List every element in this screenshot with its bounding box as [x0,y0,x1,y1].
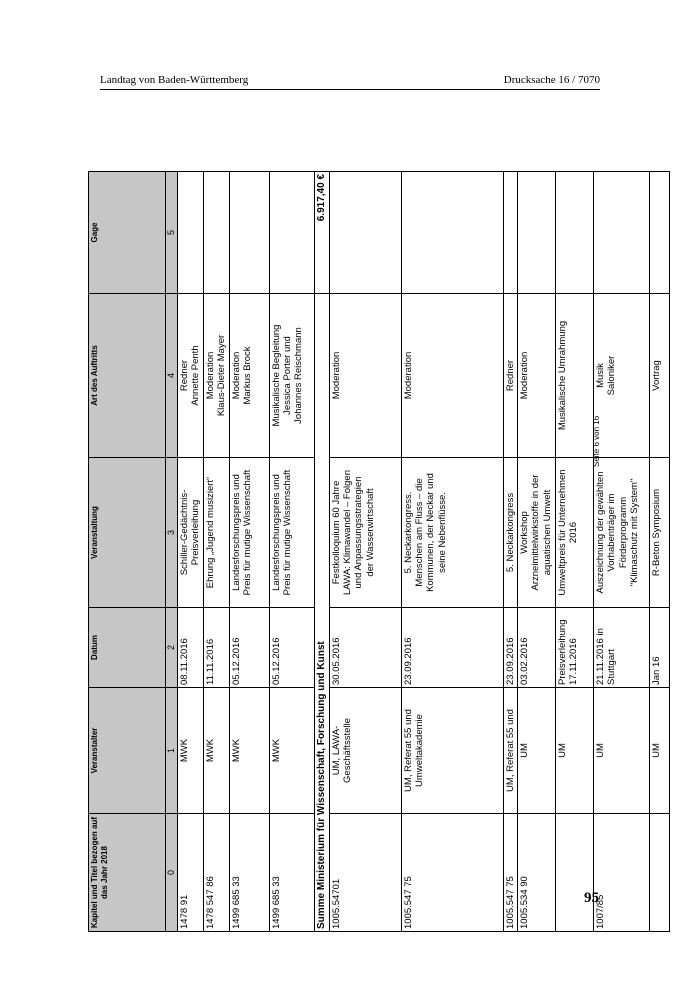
table-cell: 1007/85 [593,814,649,932]
performance-table [88,171,670,932]
table-row [178,172,204,932]
col-number: 3 [166,458,178,608]
col-number: 5 [166,172,178,294]
table-cell: Landesforschungspreis und Preis für mutige Wissenschaft [229,458,269,608]
summary-row [314,172,329,932]
table-cell: 23.09.2016 [401,608,503,688]
table-cell [555,814,593,932]
table-row [555,172,593,932]
summary-value: 6.917,40 € [314,172,329,294]
table-cell: Schiller-Gedächtnis- Preisverleihung [178,458,204,608]
table-cell: 11.11.2016 [203,608,229,688]
table-cell: UM, LAWA- Geschäftsstelle [329,688,401,814]
table-cell [649,172,669,294]
table-cell: Redner Annette Penth [178,294,204,458]
table-cell [269,172,314,294]
col-header-datum: Datum [89,608,166,688]
summary-label: Summe Ministerium für Wissenschaft, Forschung und Kunst [314,294,329,932]
col-number: 2 [166,608,178,688]
table-cell: UM, Referat 55 und [503,688,517,814]
header-row [89,172,166,932]
table-cell: 08.11.2016 [178,608,204,688]
table-cell: Ehrung „Jugend musiziert“ [203,458,229,608]
table-cell: Musik Saloniker [593,294,649,458]
table-cell: UM [517,688,555,814]
table-cell: MWK [203,688,229,814]
column-number-row [166,172,178,932]
table-cell: 1478 547 86 [203,814,229,932]
table-cell: MWK [178,688,204,814]
table-cell: Festkolloquium 60 Jahre LAWA: Klimawandel – Folgen und Anpassungsstrategien der Wasserwirtschaft [329,458,401,608]
table-cell: 1005.547 75 [503,814,517,932]
table-cell: 1478 91 [178,814,204,932]
table-cell: 05.12.2016 [229,608,269,688]
table-cell: Vortrag [649,294,669,458]
table-cell: Moderation Markus Brock [229,294,269,458]
table-cell [329,172,401,294]
table-cell: 1499 685 33 [229,814,269,932]
table-cell: 05.12.2016 [269,608,314,688]
table-cell: 5. Neckarkongress [503,458,517,608]
table-cell: UM [555,688,593,814]
table-cell: UM [593,688,649,814]
col-header-art: Art des Auftritts [89,294,166,458]
table-cell: Redner [503,294,517,458]
table-cell: 1005.534 90 [517,814,555,932]
col-number: 4 [166,294,178,458]
col-header-kapitel: Kapitel und Titel bezogen auf das Jahr 2018 [89,814,166,932]
table-cell: Musikalische Umrahmung [555,294,593,458]
table-cell [503,172,517,294]
table-cell: Moderation Klaus-Dieter Mayer [203,294,229,458]
table-cell [555,172,593,294]
table-cell: UM, Referat 55 und Umweltakademie [401,688,503,814]
table-cell: R-Beton Symposium [649,458,669,608]
page-footer: Seite 6 von 16 [592,415,601,467]
table-cell: Auszeichnung der gewählten Vorhabenträger im Förderprogramm "Klimaschutz mit System" [593,458,649,608]
table-row [593,172,649,932]
table-cell: 21.11.2016 in Stuttgart [593,608,649,688]
table-row [503,172,517,932]
table-row [517,172,555,932]
table-cell: Moderation [517,294,555,458]
table-row [329,172,401,932]
header-rule [100,89,600,90]
table-cell: 1005.54701 [329,814,401,932]
header-right: Drucksache 16 / 7070 [503,74,600,86]
table-cell [649,814,669,932]
col-header-veranstalter: Veranstalter [89,688,166,814]
table-cell: Jan 16 [649,608,669,688]
table-cell: Workshop Arzneimittelwirkstoffe in der aquatischen Umwelt [517,458,555,608]
table-cell: Musikalische Begleitung Jessica Porter und Johannes Reischmann [269,294,314,458]
table-row [401,172,503,932]
table-row [649,172,669,932]
col-number: 0 [166,814,178,932]
table-row [269,172,314,932]
table-cell [593,172,649,294]
table-cell: 03.02.2016 [517,608,555,688]
table-cell: MWK [269,688,314,814]
col-number: 1 [166,688,178,814]
table-cell: 1499 685 33 [269,814,314,932]
col-header-veranstaltung: Veranstaltung [89,458,166,608]
table-cell [517,172,555,294]
table-cell: Moderation [329,294,401,458]
table-cell [203,172,229,294]
table-cell [178,172,204,294]
table-cell: UM [649,688,669,814]
table-cell: Landesforschungspreis und Preis für mutige Wissenschaft [269,458,314,608]
table-cell [401,172,503,294]
col-header-gage: Gage [89,172,166,294]
table-cell: 30.05.2016 [329,608,401,688]
page-number: 95 [584,890,599,906]
table-row [203,172,229,932]
table-cell: 5. Neckarkongress. Menschen am Fluss – die Kommunen, der Neckar und seine Nebenflüsse. [401,458,503,608]
table-cell: MWK [229,688,269,814]
table-cell: Preisverleihung 17.11.2016 [555,608,593,688]
table-row [229,172,269,932]
table-cell [229,172,269,294]
table-cell: Umweltpreis für Unternehmen 2016 [555,458,593,608]
table-cell: 23.09.2016 [503,608,517,688]
header-left: Landtag von Baden-Württemberg [100,74,249,86]
table-cell: Moderation [401,294,503,458]
table-cell: 1005.547 75 [401,814,503,932]
